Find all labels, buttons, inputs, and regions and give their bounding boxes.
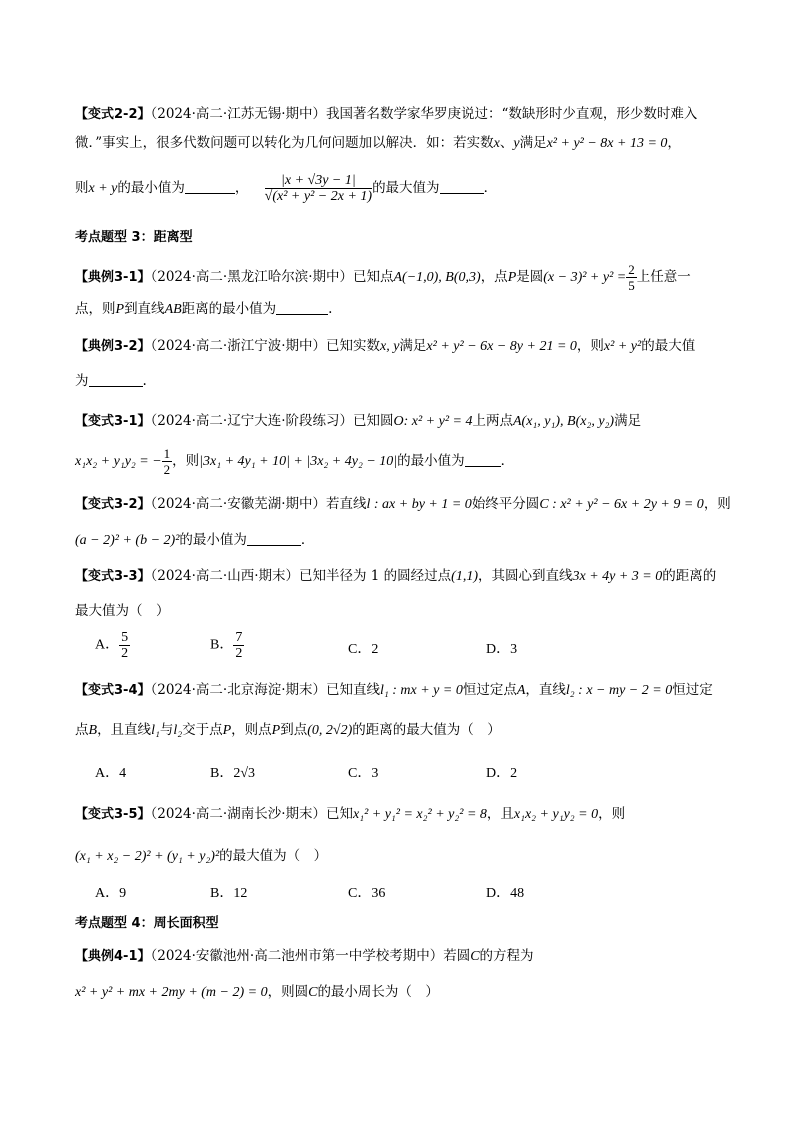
- e31-line2: 点，则P到直线AB距离的最小值为 .: [75, 301, 333, 317]
- answer-blank: [276, 300, 328, 315]
- option-c[interactable]: C．36: [348, 886, 386, 901]
- question-tag: 【典例4-1】: [75, 949, 151, 964]
- question-tag: 【变式2-2】: [75, 107, 151, 122]
- question-tag: 【变式3-2】: [75, 497, 151, 512]
- v32-line2: (a − 2)² + (b − 2)²的最小值为 ．: [75, 532, 315, 548]
- math-equation: x² + y² − 8x + 13 = 0: [546, 136, 668, 151]
- e32-line1: 【典例3-2】（2024·高二·浙江宁波·期中）已知实数x, y满足x² + y² − 6x − 8y + 21 = 0，则x² + y²的最大值: [75, 338, 696, 354]
- question-source: （2024·高二·安徽芜湖·期中）: [150, 496, 326, 512]
- math-fraction: $\frac{2}{5}$: [628, 262, 635, 293]
- answer-blank: [465, 452, 501, 467]
- option-d[interactable]: D．48: [486, 886, 525, 901]
- math-fraction: $\frac{|x + √3y - 1|}{\text{√(x² + y² − 2x + 1)}}$: [264, 173, 373, 204]
- answer-blank: [185, 179, 235, 194]
- e41-line2: x² + y² + mx + 2my + (m − 2) = 0，则圆C的最小周长为（ ）: [75, 984, 439, 1000]
- answer-blank: [440, 179, 484, 194]
- v35-line2: (x₁ + x₂ − 2)² + (y₁ + y₂)²的最大值为（ ）: [75, 848, 328, 864]
- question-source: （2024·高二·浙江宁波·期中）: [150, 338, 326, 354]
- question-source: （2024·高二·湖南长沙·期末）: [150, 806, 326, 822]
- question-text: 微．”事实上，很多代数问题可以转化为几何问题加以解决．如：若实数: [75, 135, 494, 151]
- v32-line1: 【变式3-2】（2024·高二·安徽芜湖·期中）若直线l : ax + by + 1 = 0始终平分圆C : x² + y² − 6x + 2y + 9 = 0，则: [75, 496, 731, 512]
- question-tag: 【典例3-1】: [75, 270, 151, 285]
- question-tag: 【变式3-1】: [75, 414, 151, 429]
- v33-line2: 最大值为（ ）: [75, 603, 170, 619]
- v31-line1: 【变式3-1】（2024·高二·辽宁大连·阶段练习）已知圆O: x² + y² = 4上两点A(x₁, y₁), B(x₂, y₂)满足: [75, 413, 642, 429]
- question-text: 我国著名数学家华罗庚说过：“数缺形时少直观，形少数时难入: [325, 106, 698, 122]
- v33-line1: 【变式3-3】（2024·高二·山西·期末）已知半径为 1 的圆经过点(1,1)，其圆心到直线3x + 4y + 3 = 0的距离的: [75, 568, 717, 584]
- question-tag: 【变式3-4】: [75, 683, 151, 698]
- v31-line2: x₁x₂ + y₁y₂ = − $\frac{1}{2}$ ，则|3x₁ + 4y₁ + 10| + |3x₂ + 4y₂ − 10|的最小值为 ．: [75, 446, 515, 477]
- section-heading: 考点题型 4：周长面积型: [75, 916, 219, 931]
- e32-line2: 为 .: [75, 373, 147, 389]
- v34-line1: 【变式3-4】（2024·高二·北京海淀·期末）已知直线l₁ : mx + y = 0恒过定点A，直线l₂ : x − my − 2 = 0恒过定: [75, 682, 713, 698]
- e31-line1: 【典例3-1】（2024·高二·黑龙江哈尔滨·期中）已知点A(−1,0), B(0,3)，点P是圆(x − 3)² + y² = $\frac{2}{5}$ 上任意一: [75, 262, 691, 293]
- option-b[interactable]: B．12: [210, 886, 248, 901]
- option-c[interactable]: C．2: [348, 642, 379, 657]
- option-d[interactable]: D．2: [486, 766, 518, 781]
- e41-line1: 【典例4-1】（2024·安徽池州·高二池州市第一中学校考期中）若圆C的方程为: [75, 948, 534, 964]
- option-a[interactable]: A．9: [95, 886, 127, 901]
- option-d[interactable]: D．3: [486, 642, 518, 657]
- q22-line1: [75, 104, 723, 125]
- q22-line3: 则x + y的最小值为 ， $\frac{|x + √3y - 1|}{\text{√(x² + y² − 2x + 1)}}$ 的最大值为 ．: [75, 173, 498, 204]
- option-b[interactable]: B． $\frac{7}{2}$: [210, 630, 243, 661]
- question-source: （2024·高二·黑龙江哈尔滨·期中）: [150, 269, 353, 285]
- answer-blank: [89, 372, 143, 387]
- option-c[interactable]: C．3: [348, 766, 379, 781]
- option-a[interactable]: A．4: [95, 766, 127, 781]
- v35-line1: 【变式3-5】（2024·高二·湖南长沙·期末）已知x₁² + y₁² = x₂² + y₂² = 8，且x₁x₂ + y₁y₂ = 0，则: [75, 806, 626, 822]
- section-heading: 考点题型 3：距离型: [75, 230, 193, 245]
- question-source: （2024·高二·北京海淀·期末）: [150, 682, 326, 698]
- question-tag: 【典例3-2】: [75, 339, 151, 354]
- math-fraction: $\frac{1}{2}$: [163, 446, 171, 477]
- v34-line2: 点B，且直线l₁与l₂交于点P，则点P到点(0, 2√2)的距离的最大值为（ ）: [75, 722, 501, 738]
- question-tag: 【变式3-5】: [75, 807, 151, 822]
- question-tag: 【变式3-3】: [75, 569, 151, 584]
- option-b[interactable]: B．2√3: [210, 766, 256, 781]
- q22-line2: 微．”事实上，很多代数问题可以转化为几何问题加以解决．如：若实数x、y满足x² + y² − 8x + 13 = 0，: [75, 135, 681, 151]
- question-source: （2024·安徽池州·高二池州市第一中学校考期中）: [150, 948, 444, 964]
- option-a[interactable]: A． $\frac{5}{2}$: [95, 630, 129, 661]
- answer-blank: [247, 531, 301, 546]
- question-source: （2024·高二·江苏无锡·期中）: [150, 106, 326, 122]
- question-source: （2024·高二·辽宁大连·阶段练习）: [150, 413, 353, 429]
- question-source: （2024·高二·山西·期末）: [150, 568, 299, 584]
